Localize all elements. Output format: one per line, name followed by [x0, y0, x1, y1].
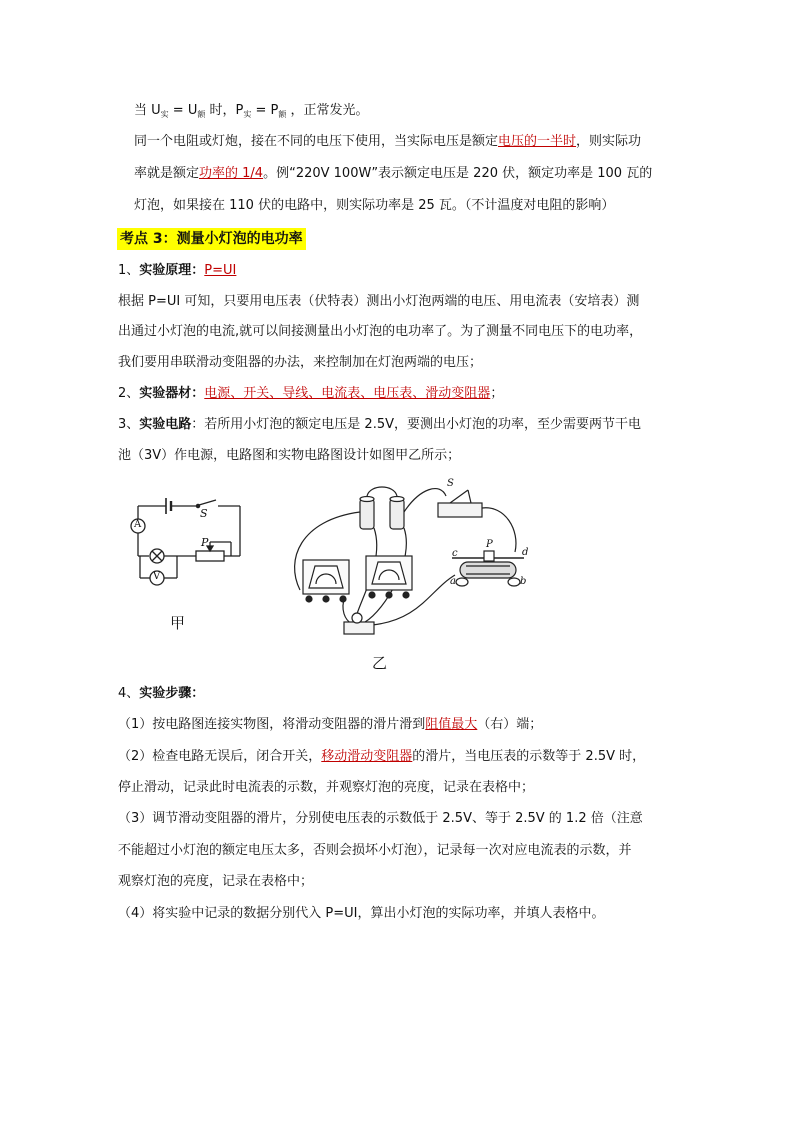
- text: 的滑片，当电压表的示数等于 2.5V 时，: [412, 749, 646, 764]
- figure-jia-caption: 甲: [170, 614, 186, 632]
- section-number: 2、: [118, 386, 140, 401]
- section-number: 3、: [118, 417, 140, 432]
- section-1-body-3: 我们要用串联滑动变阻器的办法，来控制加在灯泡两端的电压；: [118, 355, 483, 370]
- equipment-list: 电源、开关、导线、电流表、电压表、滑动变阻器: [204, 386, 491, 401]
- section-number: 1、: [118, 263, 140, 278]
- ammeter-icon: A: [134, 519, 142, 530]
- section-title: 实验器材：: [139, 386, 205, 401]
- text: ，正常发光。: [286, 103, 369, 118]
- slider-label: P: [201, 536, 209, 549]
- step-4: （4）将实验中记录的数据分别代入 P=UI，算出小灯泡的实际功率，并填人表格中。: [118, 906, 605, 921]
- text: 同一个电阻或灯炮，接在不同的电压下使用，当实际电压是额定: [134, 134, 499, 149]
- highlight-text: 功率的 1/4: [199, 166, 264, 181]
- step-2-line-2: 停止滑动，记录此时电流表的示数，并观察灯泡的亮度，记录在表格中；: [118, 780, 535, 795]
- highlight-text: 移动滑动变阻器: [321, 749, 413, 764]
- subscript: 实: [160, 110, 169, 119]
- step-1: [118, 715, 678, 735]
- highlight-text: 阻值最大: [425, 717, 478, 732]
- step-2-line-1: [118, 747, 678, 767]
- pictorial-yi: [295, 487, 527, 634]
- text: ：若所用小灯泡的额定电压是 2.5V，要测出小灯泡的功率，至少需要两节干电: [191, 417, 641, 432]
- step-3-line-1: （3）调节滑动变阻器的滑片，分别使电压表的示数低于 2.5V、等于 2.5V 的 1.2 倍（注意: [118, 811, 643, 826]
- text: ；: [490, 386, 504, 401]
- text: 时，P: [205, 103, 244, 118]
- section-3-body-2: 池（3V）作电源，电路图和实物电路图设计如图甲乙所示；: [118, 448, 461, 463]
- section-1-body-1: 根据 P=UI 可知，只要用电压表（伏特表）测出小灯泡两端的电压、用电流表（安培表）测: [118, 294, 640, 309]
- real-slider-label: P: [486, 539, 493, 550]
- text: 当 U: [134, 103, 161, 118]
- section-title: 实验电路: [139, 417, 192, 432]
- voltmeter-icon: V: [153, 571, 161, 582]
- step-3-line-2: 不能超过小灯泡的额定电压太多，否则会损坏小灯泡），记录每一次对应电流表的示数，并: [118, 843, 632, 858]
- text: （右）端；: [477, 717, 543, 732]
- switch-label: S: [200, 507, 208, 520]
- formula: P=UI: [204, 263, 237, 278]
- figure-yi-caption: 乙: [372, 654, 388, 672]
- highlight-text: 电压的一半时: [498, 134, 577, 149]
- text: = P: [251, 103, 279, 118]
- step-3-line-3: 观察灯泡的亮度，记录在表格中；: [118, 874, 314, 889]
- terminal-a-label: a: [450, 576, 456, 587]
- schematic-jia: [131, 498, 240, 585]
- text: （2）检查电路无误后，闭合开关，: [118, 749, 322, 764]
- text: （1）按电路图连接实物图，将滑动变阻器的滑片滑到: [118, 717, 426, 732]
- section-title: 实验原理：: [139, 263, 205, 278]
- section-4-title: [118, 684, 678, 704]
- terminal-b-label: b: [520, 576, 527, 587]
- terminal-d-label: d: [522, 547, 529, 558]
- real-switch-label: S: [447, 478, 454, 489]
- section-1-body-2: 出通过小灯泡的电流,就可以间接测量出小灯泡的电功率了。为了测量不同电压下的电功率，: [118, 324, 643, 339]
- text: 率就是额定: [134, 166, 200, 181]
- section-number: 4、: [118, 686, 140, 701]
- intro-line-4: 灯泡，如果接在 110 伏的电路中，则实际功率是 25 瓦。（不计温度对电阻的影响）: [134, 198, 615, 213]
- terminal-c-label: c: [452, 548, 458, 559]
- subscript: 额: [197, 110, 206, 119]
- section-heading: 考点 3：测量小灯泡的电功率: [117, 228, 306, 250]
- section-title: 实验步骤：: [139, 686, 205, 701]
- text: 。例“220V 100W”表示额定电压是 220 伏，额定功率是 100 瓦的: [263, 166, 653, 181]
- text: ，则实际功: [576, 134, 642, 149]
- subscript: 额: [278, 110, 287, 119]
- text: = U: [168, 103, 198, 118]
- subscript: 实: [243, 110, 252, 119]
